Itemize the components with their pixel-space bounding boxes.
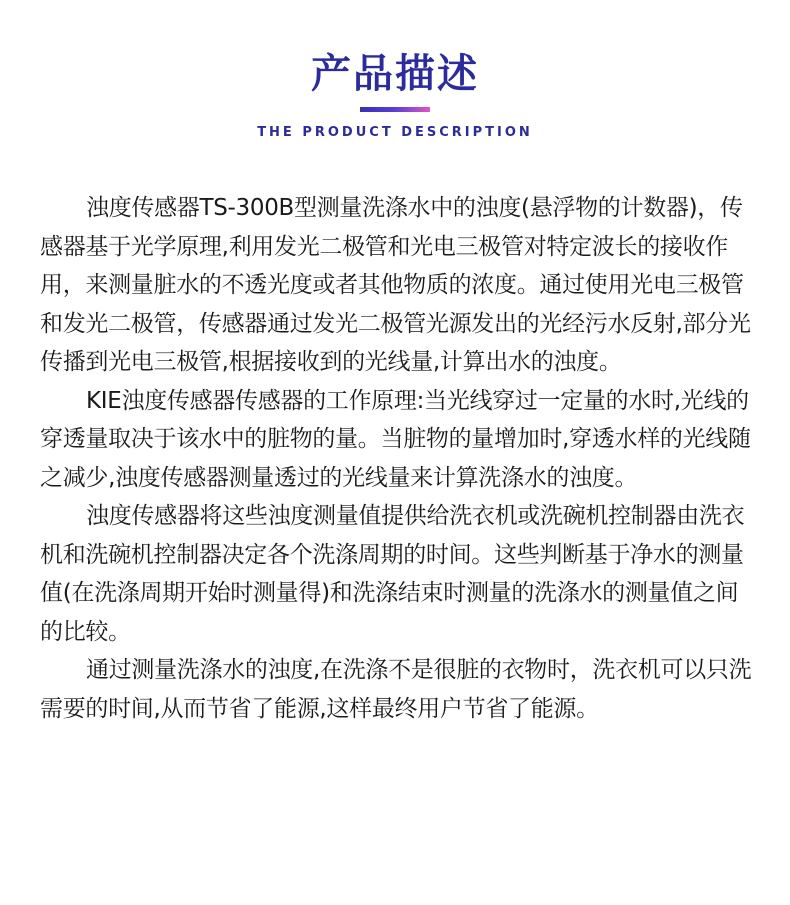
paragraph-3: 浊度传感器将这些浊度测量值提供给洗衣机或洗碗机控制器由洗衣机和洗碗机控制器决定各个洗涤周期的时间。这些判断基于净水的测量值(在洗涤周期开始时测量得)和洗涤结束时测量的洗涤水的测量值之间的比较。	[40, 503, 745, 645]
title-underline	[360, 107, 430, 112]
paragraph-4: 通过测量洗涤水的浊度,在洗涤不是很脏的衣物时，洗衣机可以只洗需要的时间,从而节省了能源,这样最终用户节省了能源。	[40, 657, 752, 722]
paragraph-1: 浊度传感器TS-300B型测量洗涤水中的浊度(悬浮物的计数器)，传感器基于光学原理,利用发光二极管和光电三极管对特定波长的接收作用，来测量脏水的不透光度或者其他物质的浓度。通过使用光电三极管和发光二极管，传感器通过发光二极管光源发出的光经污水反射,部分光传播到光电三极管,根据接收到的光线量,计算出水的浊度。	[40, 195, 751, 375]
paragraph-2: KIE浊度传感器传感器的工作原理:当光线穿过一定量的水时,光线的穿透量取决于该水中的脏物的量。当脏物的量增加时,穿透水样的光线随之减少,浊度传感器测量透过的光线量来计算洗涤水的浊度。	[40, 387, 751, 491]
page-title: 产品描述	[311, 51, 479, 97]
description-body	[40, 189, 752, 728]
page-subtitle: THE PRODUCT DESCRIPTION	[257, 125, 533, 140]
